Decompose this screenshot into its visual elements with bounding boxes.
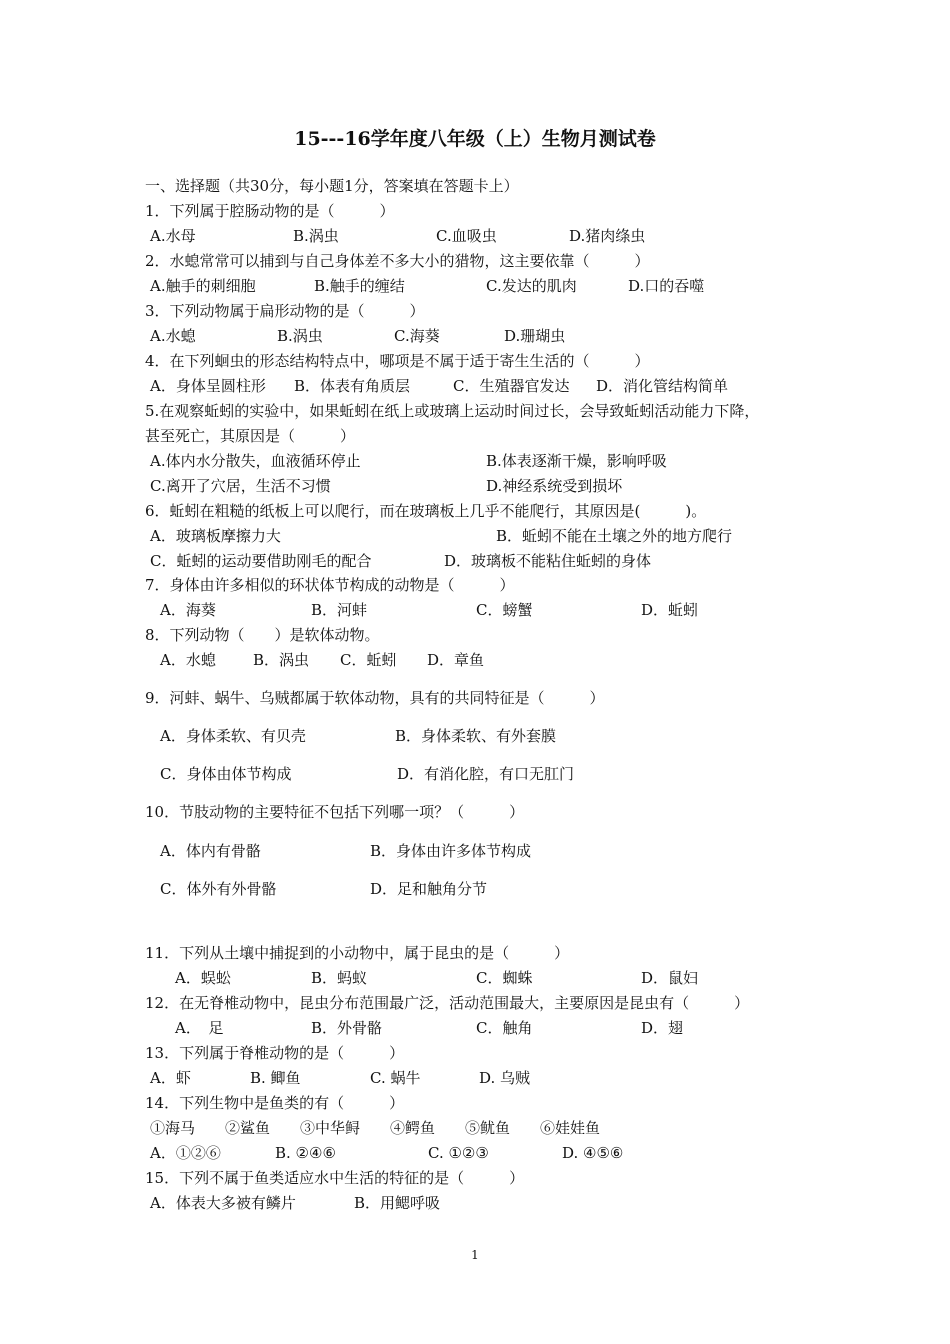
q15-option-a: A．体表大多被有鳞片 <box>150 1194 296 1212</box>
q5-option-a: A.体内水分散失，血液循环停止 <box>150 452 361 470</box>
q14-items: ①海马 ②鲨鱼 ③中华鲟 ④鳄鱼 ⑤鱿鱼 ⑥娃娃鱼 <box>150 1119 601 1137</box>
q7-option-b: B．河蚌 <box>311 601 368 619</box>
q6-option-c: C．蚯蚓的运动要借助刚毛的配合 <box>150 552 372 570</box>
q10-option-b: B．身体由许多体节构成 <box>370 842 532 860</box>
q2-option-a: A.触手的刺细胞 <box>150 277 256 295</box>
q9-option-d: D．有消化腔，有口无肛门 <box>397 765 575 783</box>
q11-option-d: D．鼠妇 <box>641 969 699 987</box>
q13-option-a: A．虾 <box>150 1069 191 1087</box>
q7-option-c: C．螃蟹 <box>476 601 533 619</box>
q13-option-c: C. 蜗牛 <box>370 1069 421 1087</box>
q10-option-c: C．体外有外骨骼 <box>160 880 277 898</box>
question-9: 9．河蚌、蜗牛、乌贼都属于软体动物，具有的共同特征是（ ） <box>145 689 605 707</box>
q7-option-d: D．蚯蚓 <box>641 601 699 619</box>
q9-option-c: C．身体由体节构成 <box>160 765 292 783</box>
question-4: 4．在下列蛔虫的形态结构特点中，哪项是不属于适于寄生生活的（ ） <box>145 352 650 370</box>
q15-option-b: B．用鳃呼吸 <box>354 1194 441 1212</box>
q8-option-b: B．涡虫 <box>253 651 310 669</box>
q11-option-a: A．蜈蚣 <box>175 969 231 987</box>
question-12: 12．在无脊椎动物中，昆虫分布范围最广泛，活动范围最大，主要原因是昆虫有（ ） <box>145 994 750 1012</box>
q3-option-c: C.海葵 <box>394 327 440 345</box>
question-11: 11．下列从土壤中捕捉到的小动物中，属于昆虫的是（ ） <box>145 944 570 962</box>
q1-option-c: C.血吸虫 <box>436 227 497 245</box>
question-1: 1．下列属于腔肠动物的是（ ） <box>145 202 395 220</box>
page-title: 15---16学年度八年级（上）生物月测试卷 <box>294 128 656 150</box>
q5-option-c: C.离开了穴居，生活不习惯 <box>150 477 331 495</box>
question-5-continued: 甚至死亡，其原因是（ ） <box>145 427 356 445</box>
question-13: 13．下列属于脊椎动物的是（ ） <box>145 1044 405 1062</box>
q6-option-d: D．玻璃板不能粘住蚯蚓的身体 <box>444 552 652 570</box>
q9-option-a: A．身体柔软、有贝壳 <box>160 727 306 745</box>
q3-option-d: D.珊瑚虫 <box>504 327 566 345</box>
q6-option-b: B．蚯蚓不能在土壤之外的地方爬行 <box>496 527 733 545</box>
q3-option-b: B.涡虫 <box>277 327 323 345</box>
q8-option-a: A．水螅 <box>160 651 216 669</box>
q7-option-a: A．海葵 <box>160 601 216 619</box>
question-3: 3．下列动物属于扁形动物的是（ ） <box>145 302 425 320</box>
question-7: 7．身体由许多相似的环状体节构成的动物是（ ） <box>145 576 515 594</box>
q11-option-c: C．蜘蛛 <box>476 969 533 987</box>
question-8: 8．下列动物（ ）是软体动物。 <box>145 626 380 644</box>
q14-option-a: A．①②⑥ <box>150 1144 221 1162</box>
question-15: 15．下列不属于鱼类适应水中生活的特征的是（ ） <box>145 1169 525 1187</box>
section-heading: 一、选择题（共30分，每小题1分，答案填在答题卡上） <box>145 177 519 195</box>
q2-option-c: C.发达的肌肉 <box>486 277 577 295</box>
q4-option-c: C．生殖器官发达 <box>453 377 570 395</box>
q1-option-a: A.水母 <box>150 227 196 245</box>
q2-option-b: B.触手的缠结 <box>314 277 405 295</box>
q8-option-d: D．章鱼 <box>427 651 485 669</box>
q3-option-a: A.水螅 <box>150 327 196 345</box>
q6-option-a: A．玻璃板摩擦力大 <box>150 527 281 545</box>
q13-option-b: B. 鲫鱼 <box>250 1069 301 1087</box>
question-2: 2．水螅常常可以捕到与自己身体差不多大小的猎物，这主要依靠（ ） <box>145 252 650 270</box>
q14-option-b: B. ②④⑥ <box>275 1144 336 1162</box>
q12-option-d: D．翅 <box>641 1019 684 1037</box>
q8-option-c: C．蚯蚓 <box>340 651 397 669</box>
q13-option-d: D. 乌贼 <box>479 1069 531 1087</box>
q1-option-d: D.猪肉绦虫 <box>569 227 646 245</box>
q14-option-c: C. ①②③ <box>428 1144 489 1162</box>
q4-option-a: A．身体呈圆柱形 <box>150 377 266 395</box>
q12-option-a: A． 足 <box>175 1019 224 1037</box>
q4-option-b: B．体表有角质层 <box>294 377 411 395</box>
question-10: 10．节肢动物的主要特征不包括下列哪一项？（ ） <box>145 803 525 821</box>
q1-option-b: B.涡虫 <box>293 227 339 245</box>
q5-option-d: D.神经系统受到损坏 <box>486 477 623 495</box>
q10-option-a: A．体内有骨骼 <box>160 842 261 860</box>
page-number: 1 <box>471 1248 479 1262</box>
question-6: 6．蚯蚓在粗糙的纸板上可以爬行，而在玻璃板上几乎不能爬行，其原因是( )。 <box>145 502 707 520</box>
q9-option-b: B．身体柔软、有外套膜 <box>395 727 557 745</box>
q10-option-d: D．足和触角分节 <box>370 880 488 898</box>
q5-option-b: B.体表逐渐干燥，影响呼吸 <box>486 452 667 470</box>
q14-option-d: D. ④⑤⑥ <box>562 1144 624 1162</box>
question-5: 5.在观察蚯蚓的实验中，如果蚯蚓在纸上或玻璃上运动时间过长，会导致蚯蚓活动能力下降， <box>145 402 760 420</box>
q12-option-b: B．外骨骼 <box>311 1019 383 1037</box>
q11-option-b: B．蚂蚁 <box>311 969 368 987</box>
q2-option-d: D.口的吞噬 <box>628 277 705 295</box>
q4-option-d: D．消化管结构简单 <box>596 377 729 395</box>
q12-option-c: C．触角 <box>476 1019 533 1037</box>
question-14: 14．下列生物中是鱼类的有（ ） <box>145 1094 405 1112</box>
